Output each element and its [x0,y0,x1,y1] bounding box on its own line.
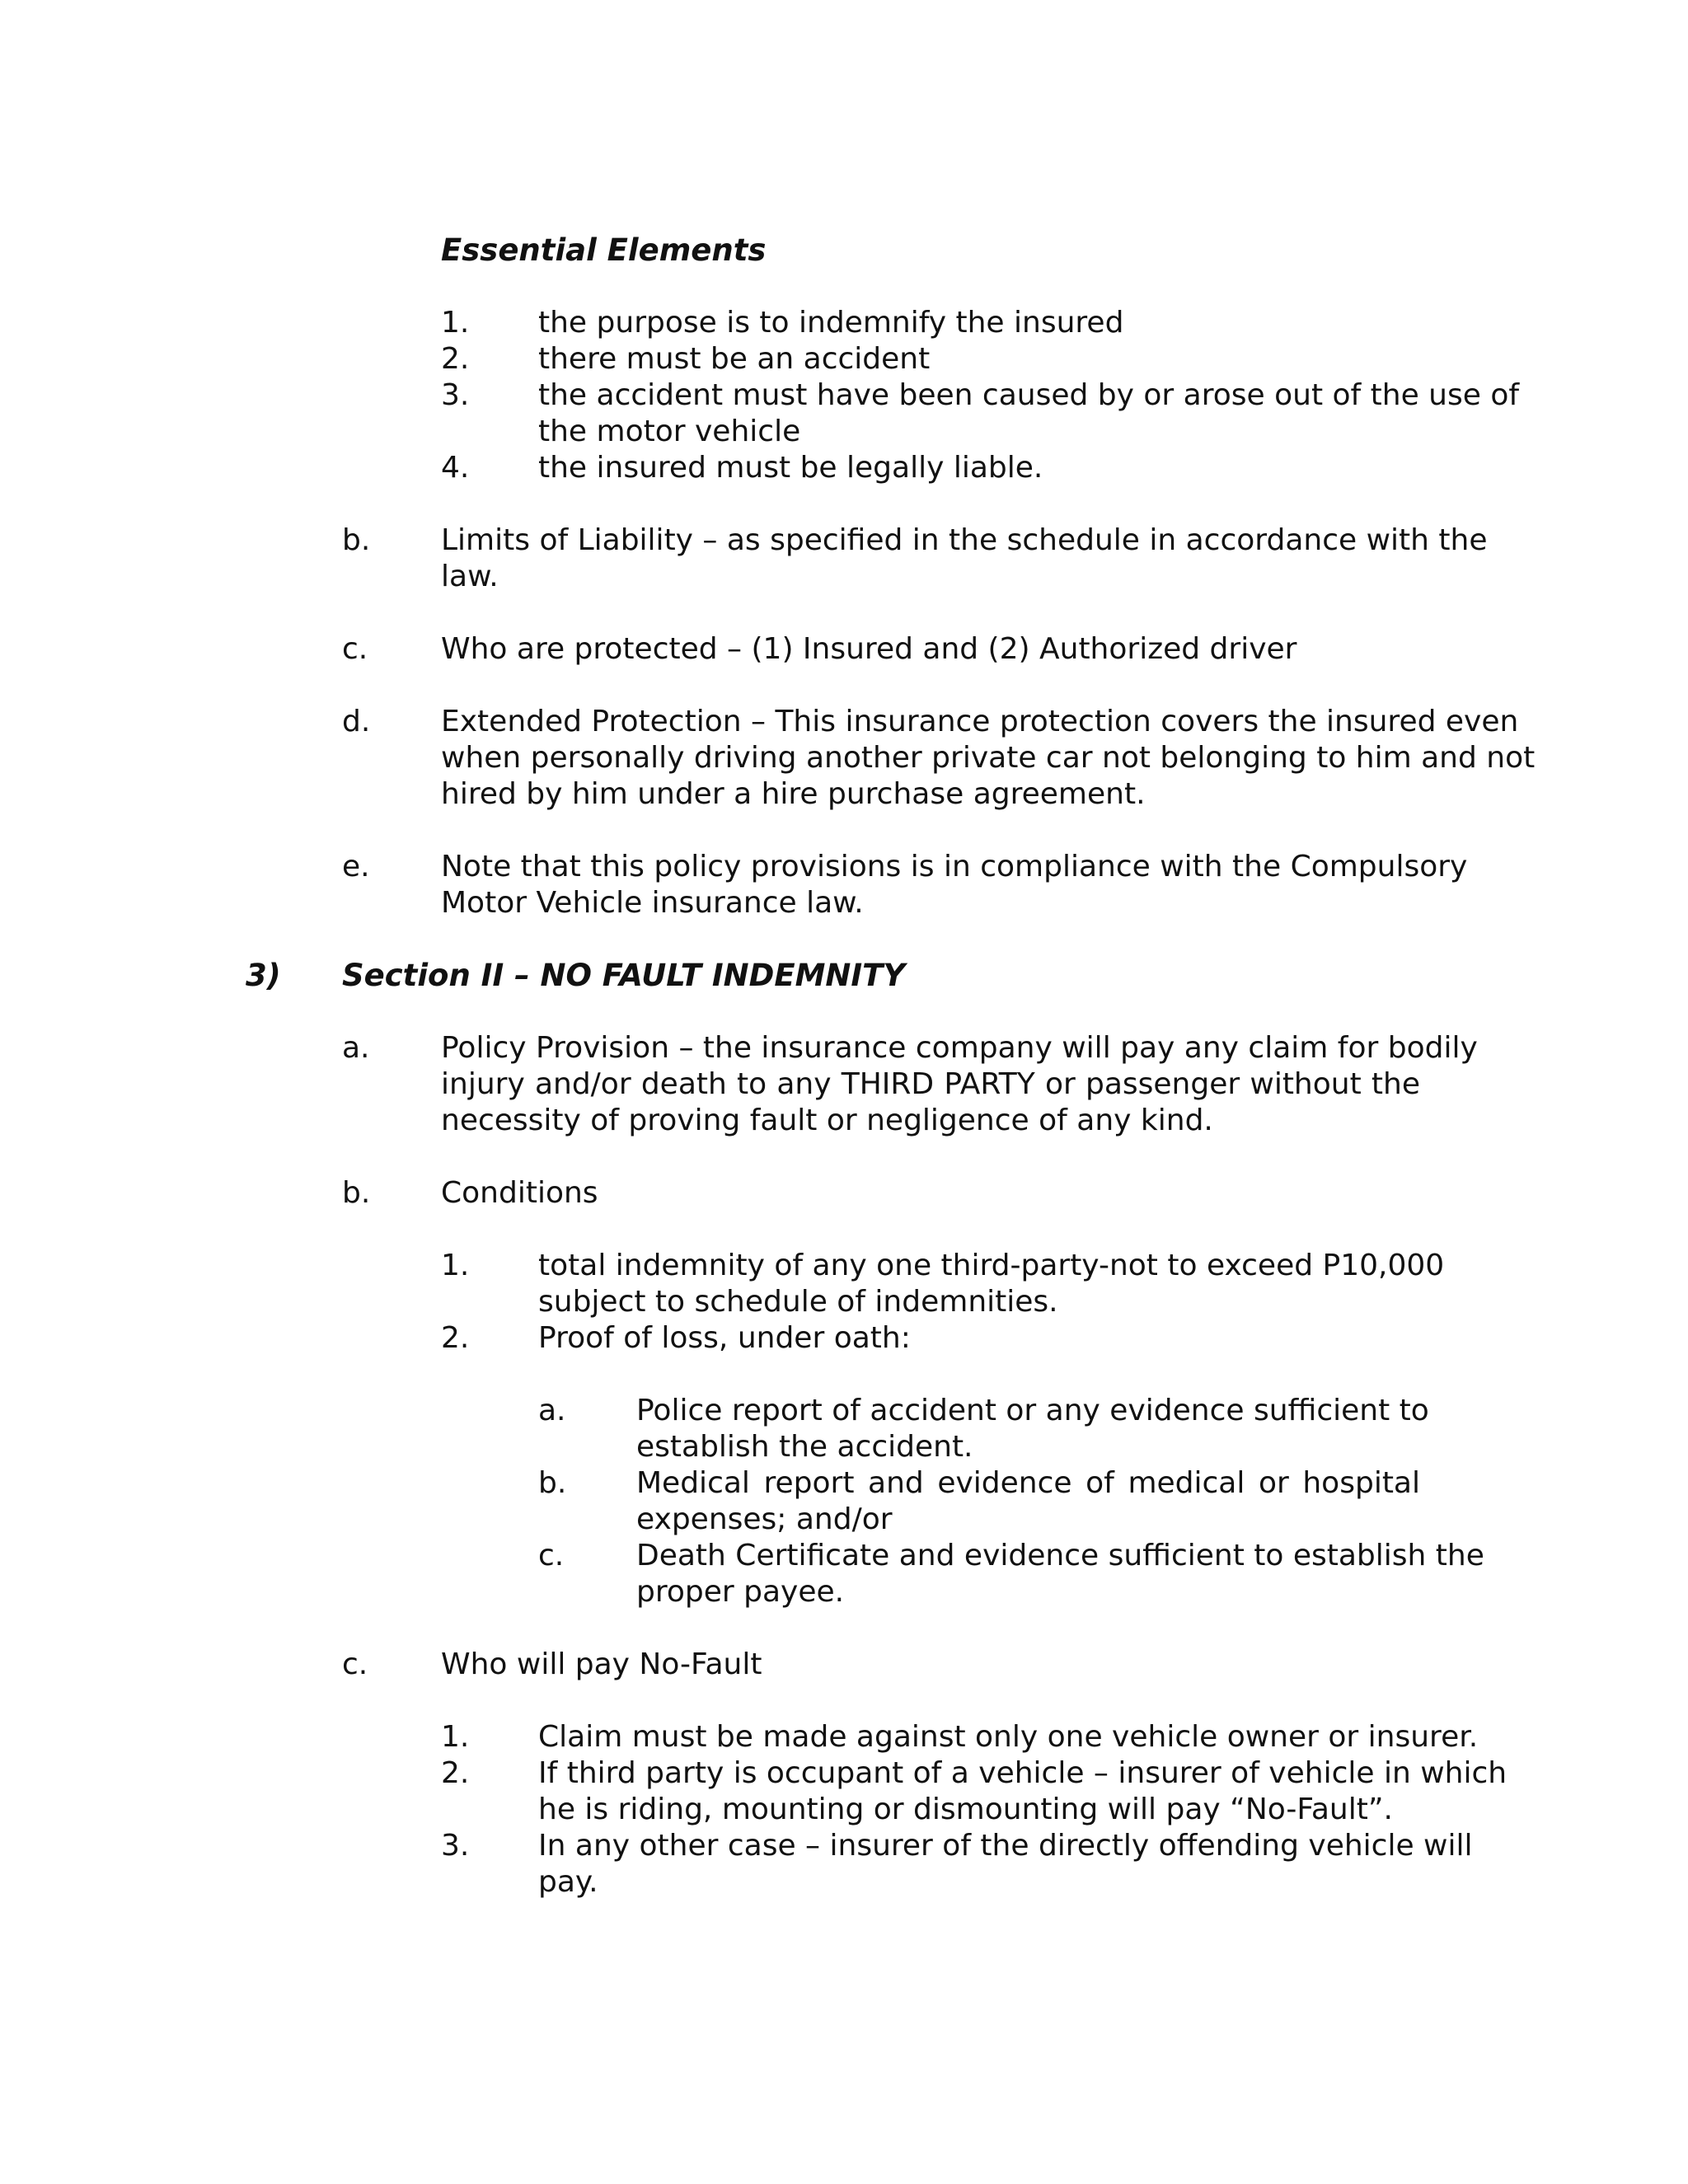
list-item-text: subject to schedule of indemnities. [538,1285,1058,1319]
list-item-text: the insured must be legally liable. [538,451,1043,485]
item-text: Policy Provision – the insurance company will pay any claim for bodily [441,1031,1478,1065]
item-text: Conditions [441,1176,598,1210]
item-text: Extended Protection – This insurance protection covers the insured even [441,705,1519,738]
list-item-text: In any other case – insurer of the directly offending vehicle will [538,1829,1473,1863]
list-item-text: If third party is occupant of a vehicle – insurer of vehicle in which [538,1756,1507,1790]
item-text: Who are protected – (1) Insured and (2) Authorized driver [441,632,1297,666]
list-item-text: total indemnity of any one third-party-not to exceed P10,000 [538,1249,1445,1282]
list-item-text: the accident must have been caused by or arose out of the use of [538,378,1520,412]
list-marker: 2. [441,1756,470,1790]
sublist-item-text: Police report of accident or any evidence sufficient to [636,1394,1429,1427]
list-item-text: the motor vehicle [538,415,801,448]
item-marker: e. [342,850,370,883]
list-marker: 3. [441,1829,470,1863]
list-marker: 1. [441,1720,470,1754]
sublist-item-text: Medical report and evidence of medical or hospital [636,1466,1420,1500]
item-marker: c. [342,632,368,666]
list-marker: 2. [441,1321,470,1355]
list-item-text: the purpose is to indemnify the insured [538,306,1124,340]
list-marker: 3. [441,378,470,412]
section-number: 3) [246,958,281,993]
item-text: Motor Vehicle insurance law. [441,886,864,920]
item-text: injury and/or death to any THIRD PARTY or passenger without the [441,1067,1420,1101]
list-item-text: there must be an accident [538,342,931,376]
item-text: Limits of Liability – as specified in the schedule in accordance with the [441,523,1488,557]
list-item-text: Proof of loss, under oath: [538,1321,911,1355]
sublist-marker: a. [538,1394,566,1427]
item-text: Note that this policy provisions is in compliance with the Compulsory [441,850,1468,883]
sublist-marker: b. [538,1466,567,1500]
sublist-item-text: establish the accident. [636,1430,973,1464]
item-text: hired by him under a hire purchase agreement. [441,777,1146,811]
item-text: when personally driving another private car not belonging to him and not [441,741,1536,775]
list-marker: 2. [441,342,470,376]
sublist-item-text: expenses; and/or [636,1502,893,1536]
section-title: Section II – NO FAULT INDEMNITY [342,958,906,993]
item-marker: d. [342,705,371,738]
item-text: law. [441,560,499,593]
list-marker: 1. [441,1249,470,1282]
sublist-marker: c. [538,1539,565,1572]
sublist-item-text: Death Certificate and evidence sufficient to establish the [636,1539,1484,1572]
list-marker: 1. [441,306,470,340]
item-text: necessity of proving fault or negligence of any kind. [441,1104,1213,1137]
item-marker: b. [342,1176,371,1210]
essential-elements-heading: Essential Elements [441,232,767,268]
list-item-text: he is riding, mounting or dismounting will pay “No-Fault”. [538,1793,1393,1826]
item-text: Who will pay No-Fault [441,1647,762,1681]
item-marker: a. [342,1031,370,1065]
item-marker: b. [342,523,371,557]
item-marker: c. [342,1647,368,1681]
list-item-text: pay. [538,1865,598,1899]
sublist-item-text: proper payee. [636,1575,845,1609]
list-item-text: Claim must be made against only one vehicle owner or insurer. [538,1720,1479,1754]
list-marker: 4. [441,451,470,485]
